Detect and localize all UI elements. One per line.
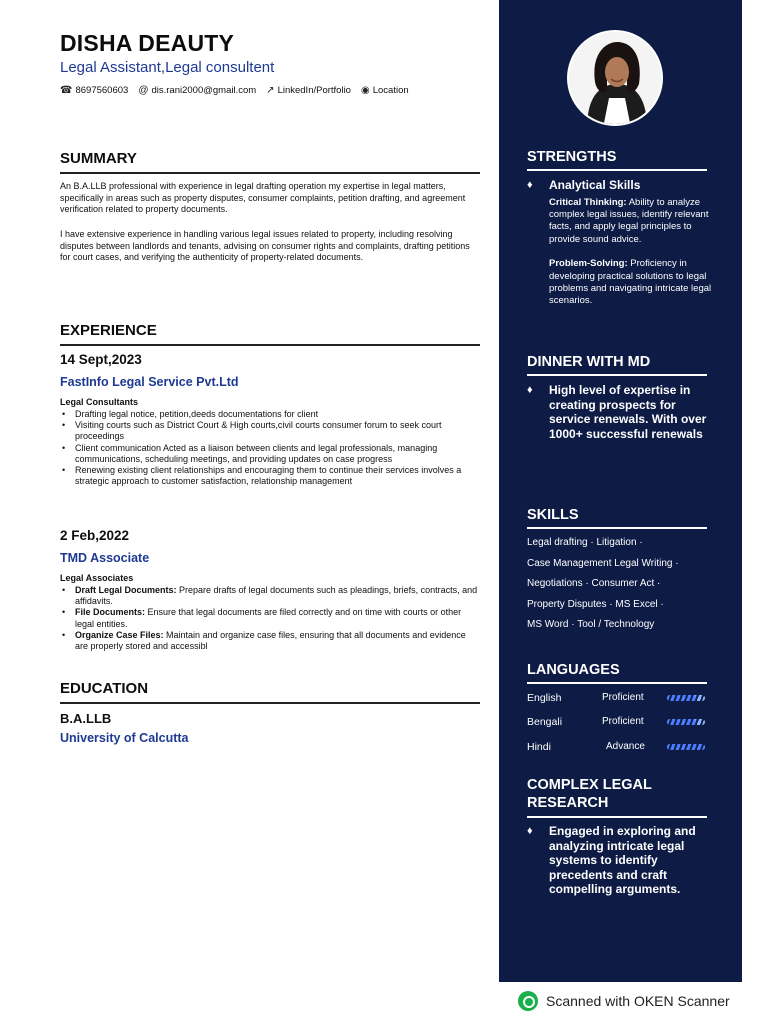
job-date: 14 Sept,2023 [60,352,142,367]
language-bar [667,744,705,750]
contact-location [361,85,409,96]
experience-entry [60,528,480,652]
strength-detail: Critical Thinking: Ability to analyze complex legal issues, identify relevant facts, and apply legal principles to provide sound advice. [549,196,709,245]
contact-email[interactable] [138,85,256,96]
resume-header [60,30,480,96]
job-bullet: • Drafting legal notice, petition,deeds documentations for client [60,409,480,420]
diamond-icon: ♦ [527,384,533,396]
language-bar-fill [667,744,705,750]
experience-heading: EXPERIENCE [60,322,480,346]
strength-item [527,178,712,308]
candidate-name: DISHA DEAUTY [60,30,235,56]
job-bullet: • Draft Legal Documents: Prepare drafts of legal documents such as pleadings, briefs, contracts, and affidavits. [60,585,480,607]
skill-row: Negotiations · Consumer Act · [527,578,661,590]
job-company: FastInfo Legal Service Pvt.Ltd [60,375,239,389]
dinner-item [527,383,712,441]
strength-detail: Problem-Solving: Proficiency in developing practical solutions to legal problems and navigating intricate legal scenarios. [549,258,712,307]
job-bullet: • Visiting courts such as District Court & High courts,civil courts consumer forum to seek court proceedings [60,420,480,442]
language-bar [667,719,705,725]
skill-row: Property Disputes · MS Excel · [527,598,664,610]
avatar-icon [569,32,663,126]
research-text: Engaged in exploring and analyzing intricate legal systems to identify precedents and craft compelling arguments. [549,824,696,896]
strength-title: Analytical Skills [549,178,641,192]
dinner-heading: DINNER WITH MD [527,354,707,376]
job-bullet: • Renewing existing client relationships and encouraging them to continue their services involves a strategic approach to customer satisfaction, relationship management [60,465,480,487]
summary-paragraph-1: An B.A.LLB professional with experience in legal drafting operation my expertise in legal matters, specifically in areas such as property disputes, consumer complaints, petition drafting, and agreement verification related to property documents. [60,181,466,215]
linkedin-text: LinkedIn/Portfolio [277,85,351,96]
language-name: English [527,692,562,704]
location-icon: ◉ [360,85,370,96]
job-bullet: • Organize Case Files: Maintain and organize case files, ensuring that all documents and evidence are properly stored and accessibl [60,630,480,652]
language-bar-fill [667,719,696,725]
job-bullets [60,409,480,487]
language-level: Advance [606,741,645,752]
education-heading: EDUCATION [60,680,480,704]
job-role: Legal Consultants [60,397,139,407]
at-icon: @ [138,85,149,96]
language-bar [667,695,705,701]
contact-phone [60,85,128,96]
job-bullets [60,585,480,652]
profile-photo [567,30,663,126]
summary-heading: SUMMARY [60,150,480,174]
dinner-text: High level of expertise in creating prospects for service renewals. With over 1000+ successful renewals [549,383,707,441]
research-heading: COMPLEX LEGAL RESEARCH [527,776,707,818]
diamond-icon: ♦ [527,825,533,837]
language-bar-fill [667,695,696,701]
education-degree: B.A.LLB [60,711,112,726]
job-date: 2 Feb,2022 [60,528,130,543]
scanner-text: Scanned with OKEN Scanner [546,993,730,1009]
education-school: University of Calcutta [60,731,189,745]
email-text: dis.rani2000@gmail.com [151,85,257,96]
experience-entry [60,352,480,487]
location-text: Location [372,85,409,96]
scanner-logo-icon [518,991,538,1011]
contact-bar [60,85,480,96]
skills-heading: SKILLS [527,507,707,529]
language-level: Proficient [602,692,644,703]
job-role: Legal Associates [60,573,134,583]
skill-row: Legal drafting · Litigation · [527,537,643,548]
language-name: Bengali [527,716,563,728]
job-bullet: • Client communication Acted as a liaison between clients and legal professionals, managing communications, scheduling meetings, and providing updates on case progress [60,443,480,465]
diamond-icon: ♦ [527,179,533,191]
language-level: Proficient [602,716,644,727]
job-bullet: • File Documents: Ensure that legal documents are filed correctly and on time with courts or other legal entities. [60,607,480,629]
skill-row: MS Word · Tool / Technology [527,619,655,631]
job-company: TMD Associate [60,551,150,565]
candidate-title: Legal Assistant,Legal consultent [60,59,275,76]
phone-icon: ☎ [60,85,73,96]
languages-heading: LANGUAGES [527,662,707,684]
skills-list [527,536,712,639]
language-name: Hindi [527,741,551,753]
strengths-heading: STRENGTHS [527,149,707,171]
link-icon: ↗ [266,85,275,96]
contact-linkedin[interactable] [266,85,351,96]
scanner-watermark [518,991,730,1011]
phone-text: 8697560603 [75,85,129,96]
research-item [527,824,712,897]
skill-row: Case Management Legal Writing · [527,557,679,569]
summary-paragraph-2: I have extensive experience in handling various legal issues related to property, including resolving disputes between landlords and tenants, advising on consumer rights and complaints, drafting petitions for court cases, and verifying the authenticity of property-related documents. [60,229,470,263]
